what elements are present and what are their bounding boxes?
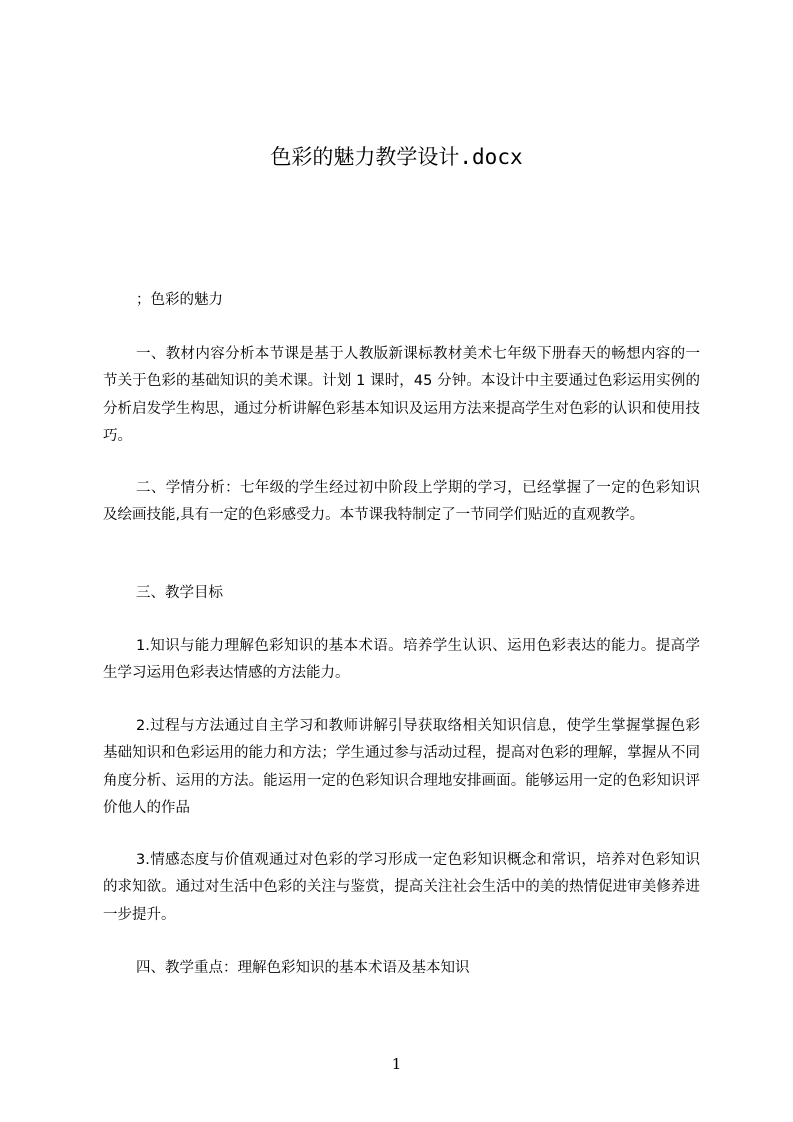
- paragraph-student-analysis: 二、学情分析：七年级的学生经过初中阶段上学期的学习，已经掌握了一定的色彩知识及绘画技能,具有一定的色彩感受力。本节课我特制定了一节同学们贴近的直观教学。: [103, 480, 700, 524]
- document-title: 色彩的魅力教学设计.docx: [270, 145, 523, 169]
- paragraph-key-points: 四、教学重点：理解色彩知识的基本术语及基本知识: [136, 960, 470, 976]
- paragraph-goal-process: 2.过程与方法通过自主学习和教师讲解引导获取络相关知识信息，使学生掌握掌握色彩基础知识和色彩运用的能力和方法；学生通过参与活动过程，提高对色彩的理解，掌握从不同角度分析、运用的方法。能运用一定的色彩知识合理地安排画面。能够运用一定的色彩知识评价他人的作品: [103, 718, 700, 816]
- paragraph-teaching-goals: 三、教学目标: [136, 585, 223, 601]
- paragraph-goal-emotion: 3.情感态度与价值观通过对色彩的学习形成一定色彩知识概念和常识，培养对色彩知识的求知欲。通过对生活中色彩的关注与鉴赏，提高关注社会生活中的美的热情促进审美修养进一步提升。: [103, 852, 700, 923]
- heading-paragraph: ；色彩的魅力: [136, 292, 223, 308]
- paragraph-goal-knowledge: 1.知识与能力理解色彩知识的基本术语。培养学生认识、运用色彩表达的能力。提高学生学习运用色彩表达情感的方法能力。: [103, 638, 700, 682]
- paragraph-textbook-analysis: 一、教材内容分析本节课是基于人教版新课标教材美术七年级下册春天的畅想内容的一节关于色彩的基础知识的美术课。计划 1 课时，45 分钟。本设计中主要通过色彩运用实例的分析启发学生构思，通过分析讲解色彩基本知识及运用方法来提高学生对色彩的认识和使用技巧。: [103, 346, 700, 444]
- page-number: 1: [391, 1055, 402, 1073]
